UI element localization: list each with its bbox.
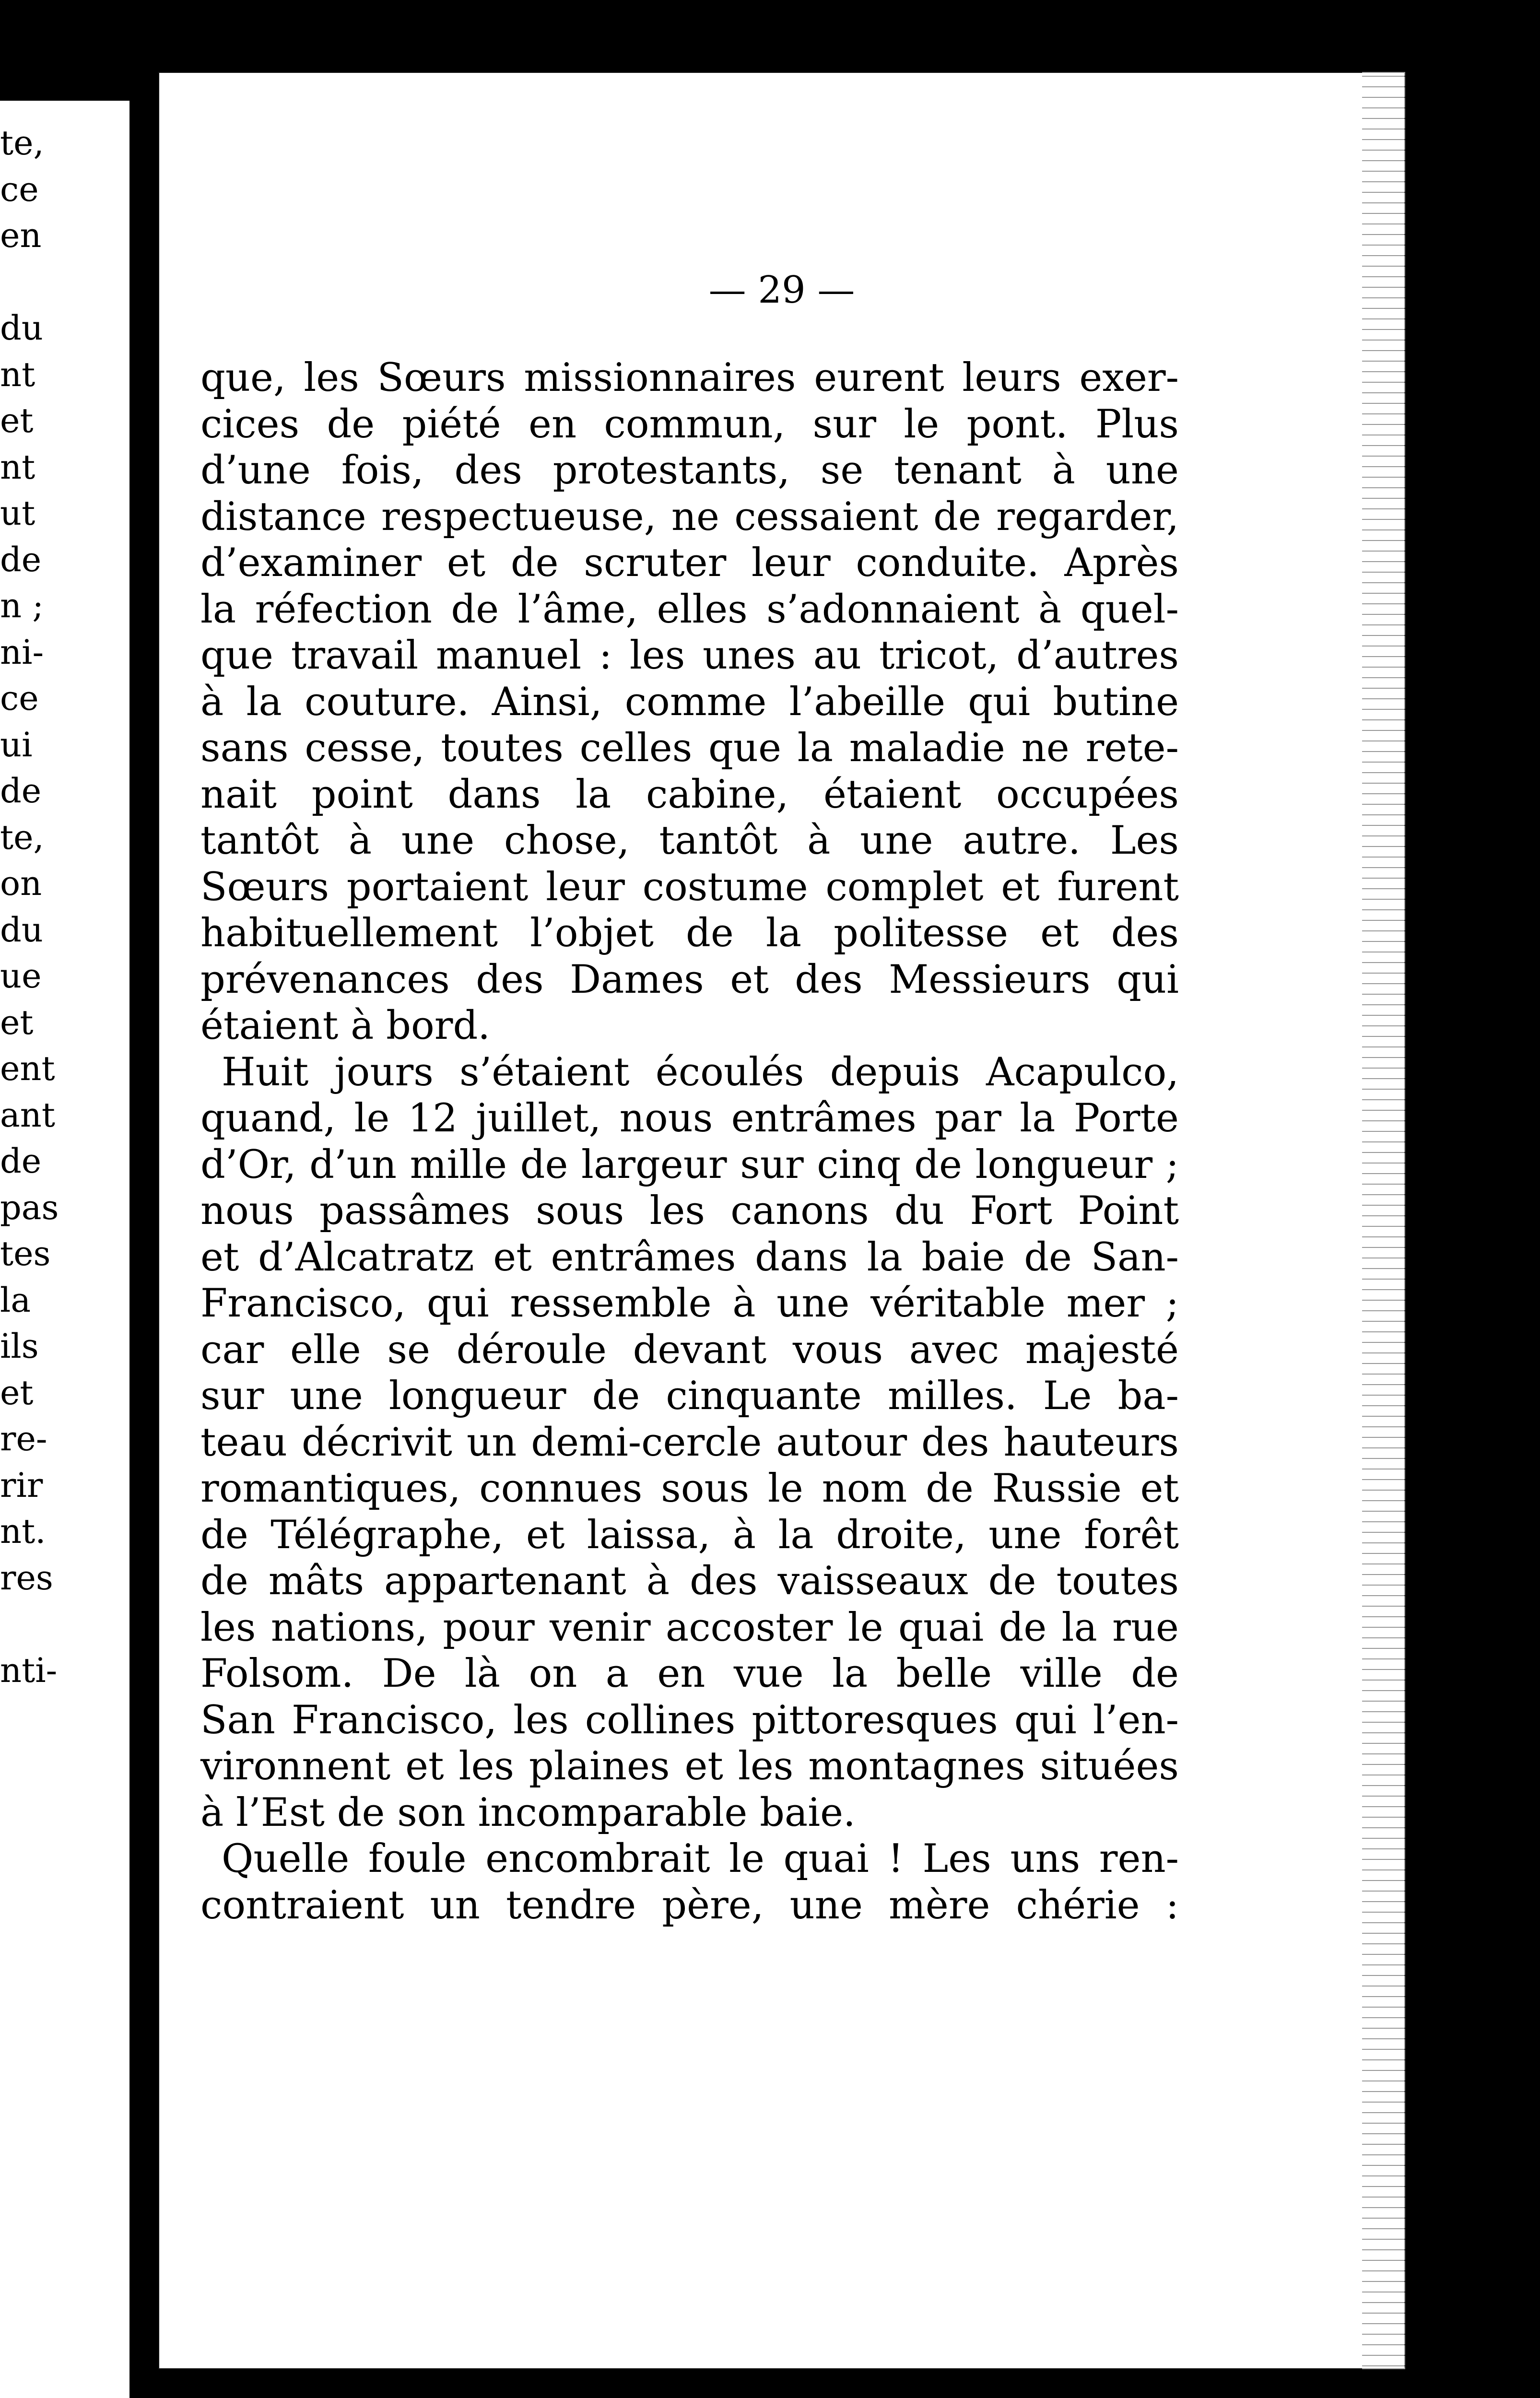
left-fragment: ils	[0, 1327, 39, 1366]
text-line: tantôt à une chose, tantôt à une autre. Les	[200, 818, 1179, 863]
left-fragment: et	[0, 1002, 34, 1042]
text-line: contraient un tendre père, une mère chérie :	[200, 1882, 1179, 1928]
left-fragment: en	[0, 216, 42, 255]
left-fragment: nt	[0, 354, 35, 394]
left-fragment: ni-	[0, 632, 44, 672]
text-line: Huit jours s’étaient écoulés depuis Acapulco,	[222, 1049, 1179, 1095]
left-fragment: rir	[0, 1465, 43, 1505]
text-line: d’une fois, des protestants, se tenant à une	[200, 448, 1179, 493]
text-line: nous passâmes sous les canons du Fort Point	[200, 1188, 1179, 1234]
left-fragment: de	[0, 1141, 42, 1181]
text-line: à la couture. Ainsi, comme l’abeille qui butine	[200, 679, 1179, 725]
text-line: Sœurs portaient leur costume complet et furent	[200, 864, 1179, 910]
text-line: cices de piété en commun, sur le pont. Plus	[200, 401, 1179, 447]
left-fragment: nt.	[0, 1512, 46, 1551]
book-page	[158, 72, 1405, 2369]
text-line: que, les Sœurs missionnaires eurent leurs exer-	[200, 355, 1179, 400]
left-fragment: ent	[0, 1049, 55, 1088]
left-fragment: et	[0, 1373, 34, 1412]
left-fragment: res	[0, 1558, 53, 1598]
left-fragment: ue	[0, 956, 42, 996]
text-line: Francisco, qui ressemble à une véritable mer ;	[200, 1281, 1179, 1326]
text-line: que travail manuel : les unes au tricot, d’autres	[200, 633, 1179, 678]
text-line: teau décrivit un demi-cercle autour des hauteurs	[200, 1420, 1179, 1465]
text-line: sans cesse, toutes celles que la maladie ne rete-	[200, 726, 1179, 771]
left-fragment: de	[0, 540, 42, 579]
body-text	[200, 355, 1179, 1928]
left-fragment: ant	[0, 1095, 55, 1135]
left-fragment: on	[0, 864, 42, 903]
text-line: distance respectueuse, ne cessaient de regarder,	[200, 494, 1179, 540]
text-line: les nations, pour venir accoster le quai de la rue	[200, 1605, 1179, 1650]
text-line: Folsom. De là on a en vue la belle ville de	[200, 1651, 1179, 1696]
text-line: quand, le 12 juillet, nous entrâmes par la Porte	[200, 1096, 1179, 1141]
left-fragment	[0, 259, 125, 306]
left-fragment: te,	[0, 123, 44, 163]
text-line: prévenances des Dames et des Messieurs qui	[200, 957, 1179, 1002]
left-fragment	[0, 1601, 125, 1647]
left-fragment: te,	[0, 817, 44, 857]
left-fragment: nt	[0, 447, 35, 487]
left-fragment: ut	[0, 494, 35, 533]
left-fragment: de	[0, 771, 42, 811]
left-fragment: ce	[0, 679, 39, 718]
left-fragment: du	[0, 910, 43, 950]
left-page-fragments	[0, 120, 125, 1693]
text-line: Quelle foule encombrait le quai ! Les uns ren-	[222, 1836, 1179, 1881]
book-gutter	[129, 77, 158, 2398]
text-line: étaient à bord.	[200, 1003, 491, 1048]
left-fragment: pas	[0, 1187, 59, 1227]
left-fragment: n ;	[0, 586, 44, 625]
left-fragment: du	[0, 308, 43, 348]
text-line: nait point dans la cabine, étaient occupées	[200, 772, 1179, 817]
page-number: — 29 —	[708, 269, 855, 312]
text-line: romantiques, connues sous le nom de Russie et	[200, 1466, 1179, 1511]
text-line: car elle se déroule devant vous avec majesté	[200, 1327, 1179, 1373]
text-line: habituellement l’objet de la politesse et des	[200, 911, 1179, 956]
text-line: et d’Alcatratz et entrâmes dans la baie de San-	[200, 1234, 1179, 1280]
text-line: sur une longueur de cinquante milles. Le ba-	[200, 1374, 1179, 1419]
text-line: à l’Est de son incomparable baie.	[200, 1790, 856, 1835]
text-line: San Francisco, les collines pittoresques qui l’en-	[200, 1697, 1179, 1743]
left-fragment: la	[0, 1280, 31, 1320]
left-page-edge	[0, 101, 129, 2398]
left-fragment: ui	[0, 725, 33, 764]
text-line: vironnent et les plaines et les montagnes situées	[200, 1744, 1179, 1789]
text-line: la réfection de l’âme, elles s’adonnaient à quel-	[200, 587, 1179, 632]
left-fragment: nti-	[0, 1650, 58, 1690]
text-line: de Télégraphe, et laissa, à la droite, une forêt	[200, 1512, 1179, 1558]
left-fragment: tes	[0, 1234, 51, 1273]
left-fragment: re-	[0, 1419, 47, 1458]
left-fragment: ce	[0, 169, 39, 209]
text-line: d’Or, d’un mille de largeur sur cinq de longueur ;	[200, 1142, 1179, 1187]
text-line: d’examiner et de scruter leur conduite. Après	[200, 541, 1179, 586]
page-edge-texture	[1362, 72, 1405, 2369]
left-fragment: et	[0, 401, 34, 440]
text-line: de mâts appartenant à des vaisseaux de toutes	[200, 1559, 1179, 1604]
